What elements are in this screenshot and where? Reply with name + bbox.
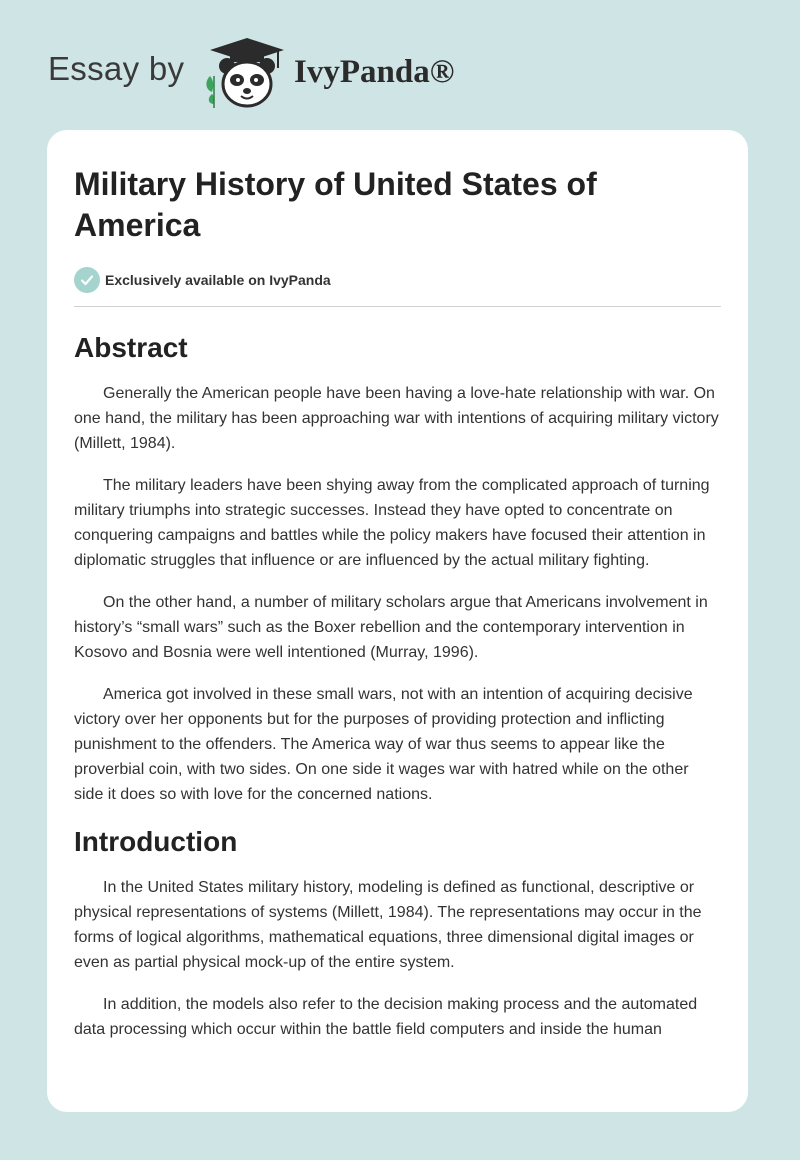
exclusive-label: Exclusively available on IvyPanda — [105, 272, 331, 288]
panda-logo-icon[interactable] — [202, 36, 292, 110]
section-heading-abstract: Abstract — [74, 332, 188, 363]
paragraph: On the other hand, a number of military scholars argue that Americans involvement in history’s “small wars” such as the Boxer rebellion and the contemporary intervention in Kosovo and Bosnia were well intentioned (Murray, 1996). — [74, 594, 708, 661]
paragraph: The military leaders have been shying away from the complicated approach of turning military triumphs into strategic successes. Instead they have opted to concentrate on conquering campaigns and battles while the policy makers have focused their attention in diplomatic struggles that influence or are influenced by the actual military fighting. — [74, 477, 710, 569]
brand-prefix: Essay by — [48, 50, 185, 87]
paragraph: Generally the American people have been having a love-hate relationship with war. On one hand, the military has been approaching war with intentions of acquiring military victory (Millett, 1984). — [74, 385, 719, 452]
exclusive-badge — [74, 266, 721, 294]
paragraph: In addition, the models also refer to the decision making process and the automated data processing which occur within the battle field computers and inside the human — [74, 996, 698, 1038]
brand-name[interactable]: IvyPanda® — [294, 54, 455, 90]
paragraph: In the United States military history, modeling is defined as functional, descriptive or physical representations of systems (Millett, 1984). The representations may occur in the forms of logical algorithms, mathematical equations, three dimensional digital images or even as partial physical mock-up of the entire system. — [74, 879, 702, 971]
paragraph: America got involved in these small wars, not with an intention of acquiring decisive victory over her opponents but for the purposes of providing protection and inflicting punishment to the offenders. The America way of war thus seems to appear like the proverbial coin, with two sides. On one side it wages war with hatred while on the other side it does so with love for the concerned nations. — [74, 686, 693, 803]
check-icon — [74, 267, 100, 293]
section-heading-introduction: Introduction — [74, 826, 238, 857]
divider — [74, 306, 721, 307]
site-header — [0, 0, 800, 120]
page-title: Military History of United States of America — [74, 166, 597, 243]
essay-card — [47, 130, 748, 1112]
